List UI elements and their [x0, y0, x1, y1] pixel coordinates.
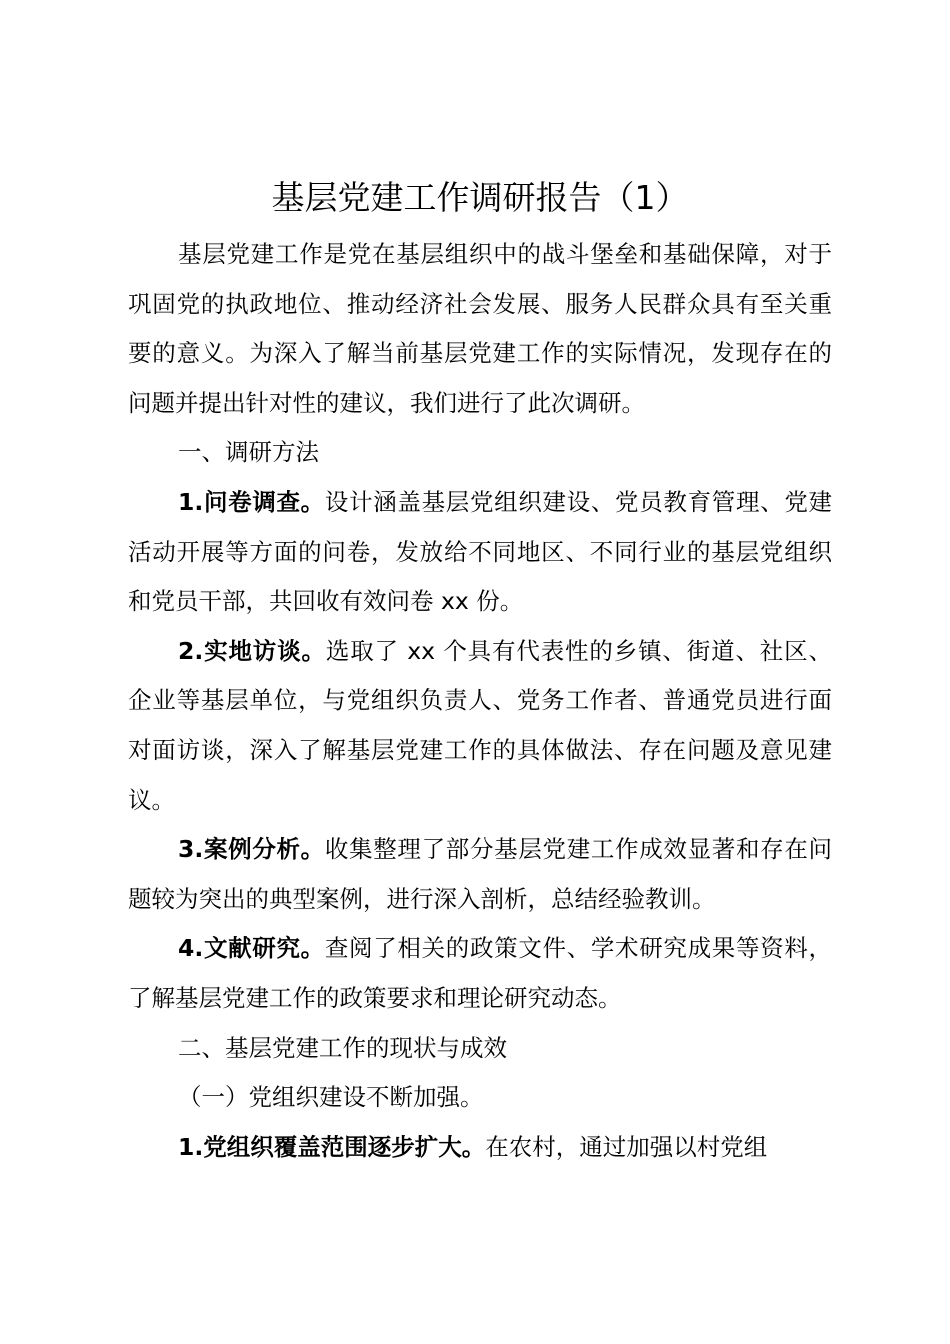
method-text: 设计涵盖基层党组织建设、党员教育管理、党建活动开展等方面的问卷，发放给不同地区、不同行业的基层党组织和党员干部，共回收有效问卷 xx 份。: [128, 487, 833, 616]
method-text: 选取了 xx 个具有代表性的乡镇、街道、社区、企业等基层单位，与党组织负责人、党务工作者、普通党员进行面对面访谈，深入了解基层党建工作的具体做法、存在问题及意见建议。: [128, 636, 833, 814]
method-paragraph: [128, 825, 832, 924]
method-lead: 3.案例分析。: [178, 835, 325, 864]
intro-paragraph: 基层党建工作是党在基层组织中的战斗堡垒和基础保障，对于巩固党的执政地位、推动经济社会发展、服务人民群众具有至关重要的意义。为深入了解当前基层党建工作的实际情况，发现存在的问题并提出针对性的建议，我们进行了此次调研。: [128, 240, 832, 417]
document-title: 基层党建工作调研报告（1）: [271, 178, 689, 217]
method-lead: 2.实地访谈。: [178, 636, 326, 665]
method-lead: 4.文献研究。: [178, 934, 325, 963]
section-heading-status: 二、基层党建工作的现状与成效: [178, 1033, 507, 1062]
method-paragraph: [128, 478, 832, 627]
item-lead: 1.党组织覆盖范围逐步扩大。: [178, 1132, 486, 1161]
method-paragraph: [128, 924, 832, 1023]
item-text: 在农村，通过加强以村党组: [485, 1132, 768, 1161]
method-paragraph: [128, 627, 832, 825]
method-text: 收集整理了部分基层党建工作成效显著和存在问题较为突出的典型案例，进行深入剖析，总结经验教训。: [128, 835, 833, 913]
document-page: [128, 178, 832, 1172]
item-paragraph: [128, 1123, 832, 1173]
section-heading-methods: 一、调研方法: [178, 438, 319, 467]
method-text: 查阅了相关的政策文件、学术研究成果等资料，了解基层党建工作的政策要求和理论研究动态。: [128, 934, 833, 1012]
subsection-heading: （一）党组织建设不断加强。: [178, 1083, 484, 1112]
method-lead: 1.问卷调查。: [178, 487, 325, 516]
